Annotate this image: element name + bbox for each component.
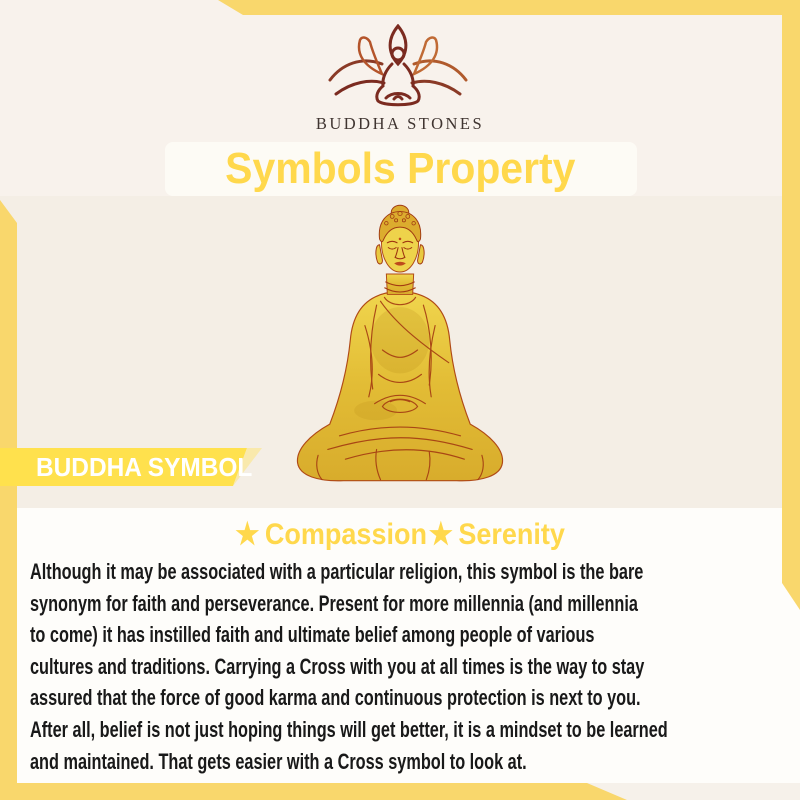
body-line: and maintained. That gets easier with a Cross symbol to look at.	[30, 748, 527, 774]
body-line: Although it may be associated with a particular religion, this symbol is the bare	[30, 559, 644, 584]
bottom-ribbon-accent	[0, 783, 627, 800]
star-icon: ★	[428, 518, 453, 551]
body-line: cultures and traditions. Carrying a Cross with you at all times is the way to stay	[30, 653, 645, 679]
trait-compassion: Compassion	[264, 518, 427, 551]
buddha-statue-illustration	[283, 202, 517, 498]
star-icon: ★	[235, 518, 260, 551]
top-ribbon-accent	[218, 0, 800, 15]
lotus-meditation-logo-icon	[318, 24, 478, 116]
body-paragraph	[30, 556, 790, 777]
page-title	[0, 142, 800, 196]
left-ribbon-accent	[0, 200, 17, 800]
body-line: assured that the force of good karma and continuous protection is next to you.	[30, 685, 641, 711]
buddha-symbol-banner	[0, 448, 262, 486]
page-title-text: Symbols Property	[224, 144, 576, 193]
banner-label: BUDDHA SYMBOL	[36, 452, 253, 482]
brand-name: BUDDHA STONES	[315, 114, 485, 133]
body-line: After all, belief is not just hoping things will get better, it is a mindset to be learned	[30, 716, 668, 742]
body-line: synonym for faith and perseverance. Present for more millennia (and millennia	[30, 590, 638, 616]
trait-serenity: Serenity	[458, 518, 565, 551]
traits-heading	[0, 517, 800, 552]
body-line: to come) it has instilled faith and ultimate belief among people of various	[30, 622, 595, 648]
